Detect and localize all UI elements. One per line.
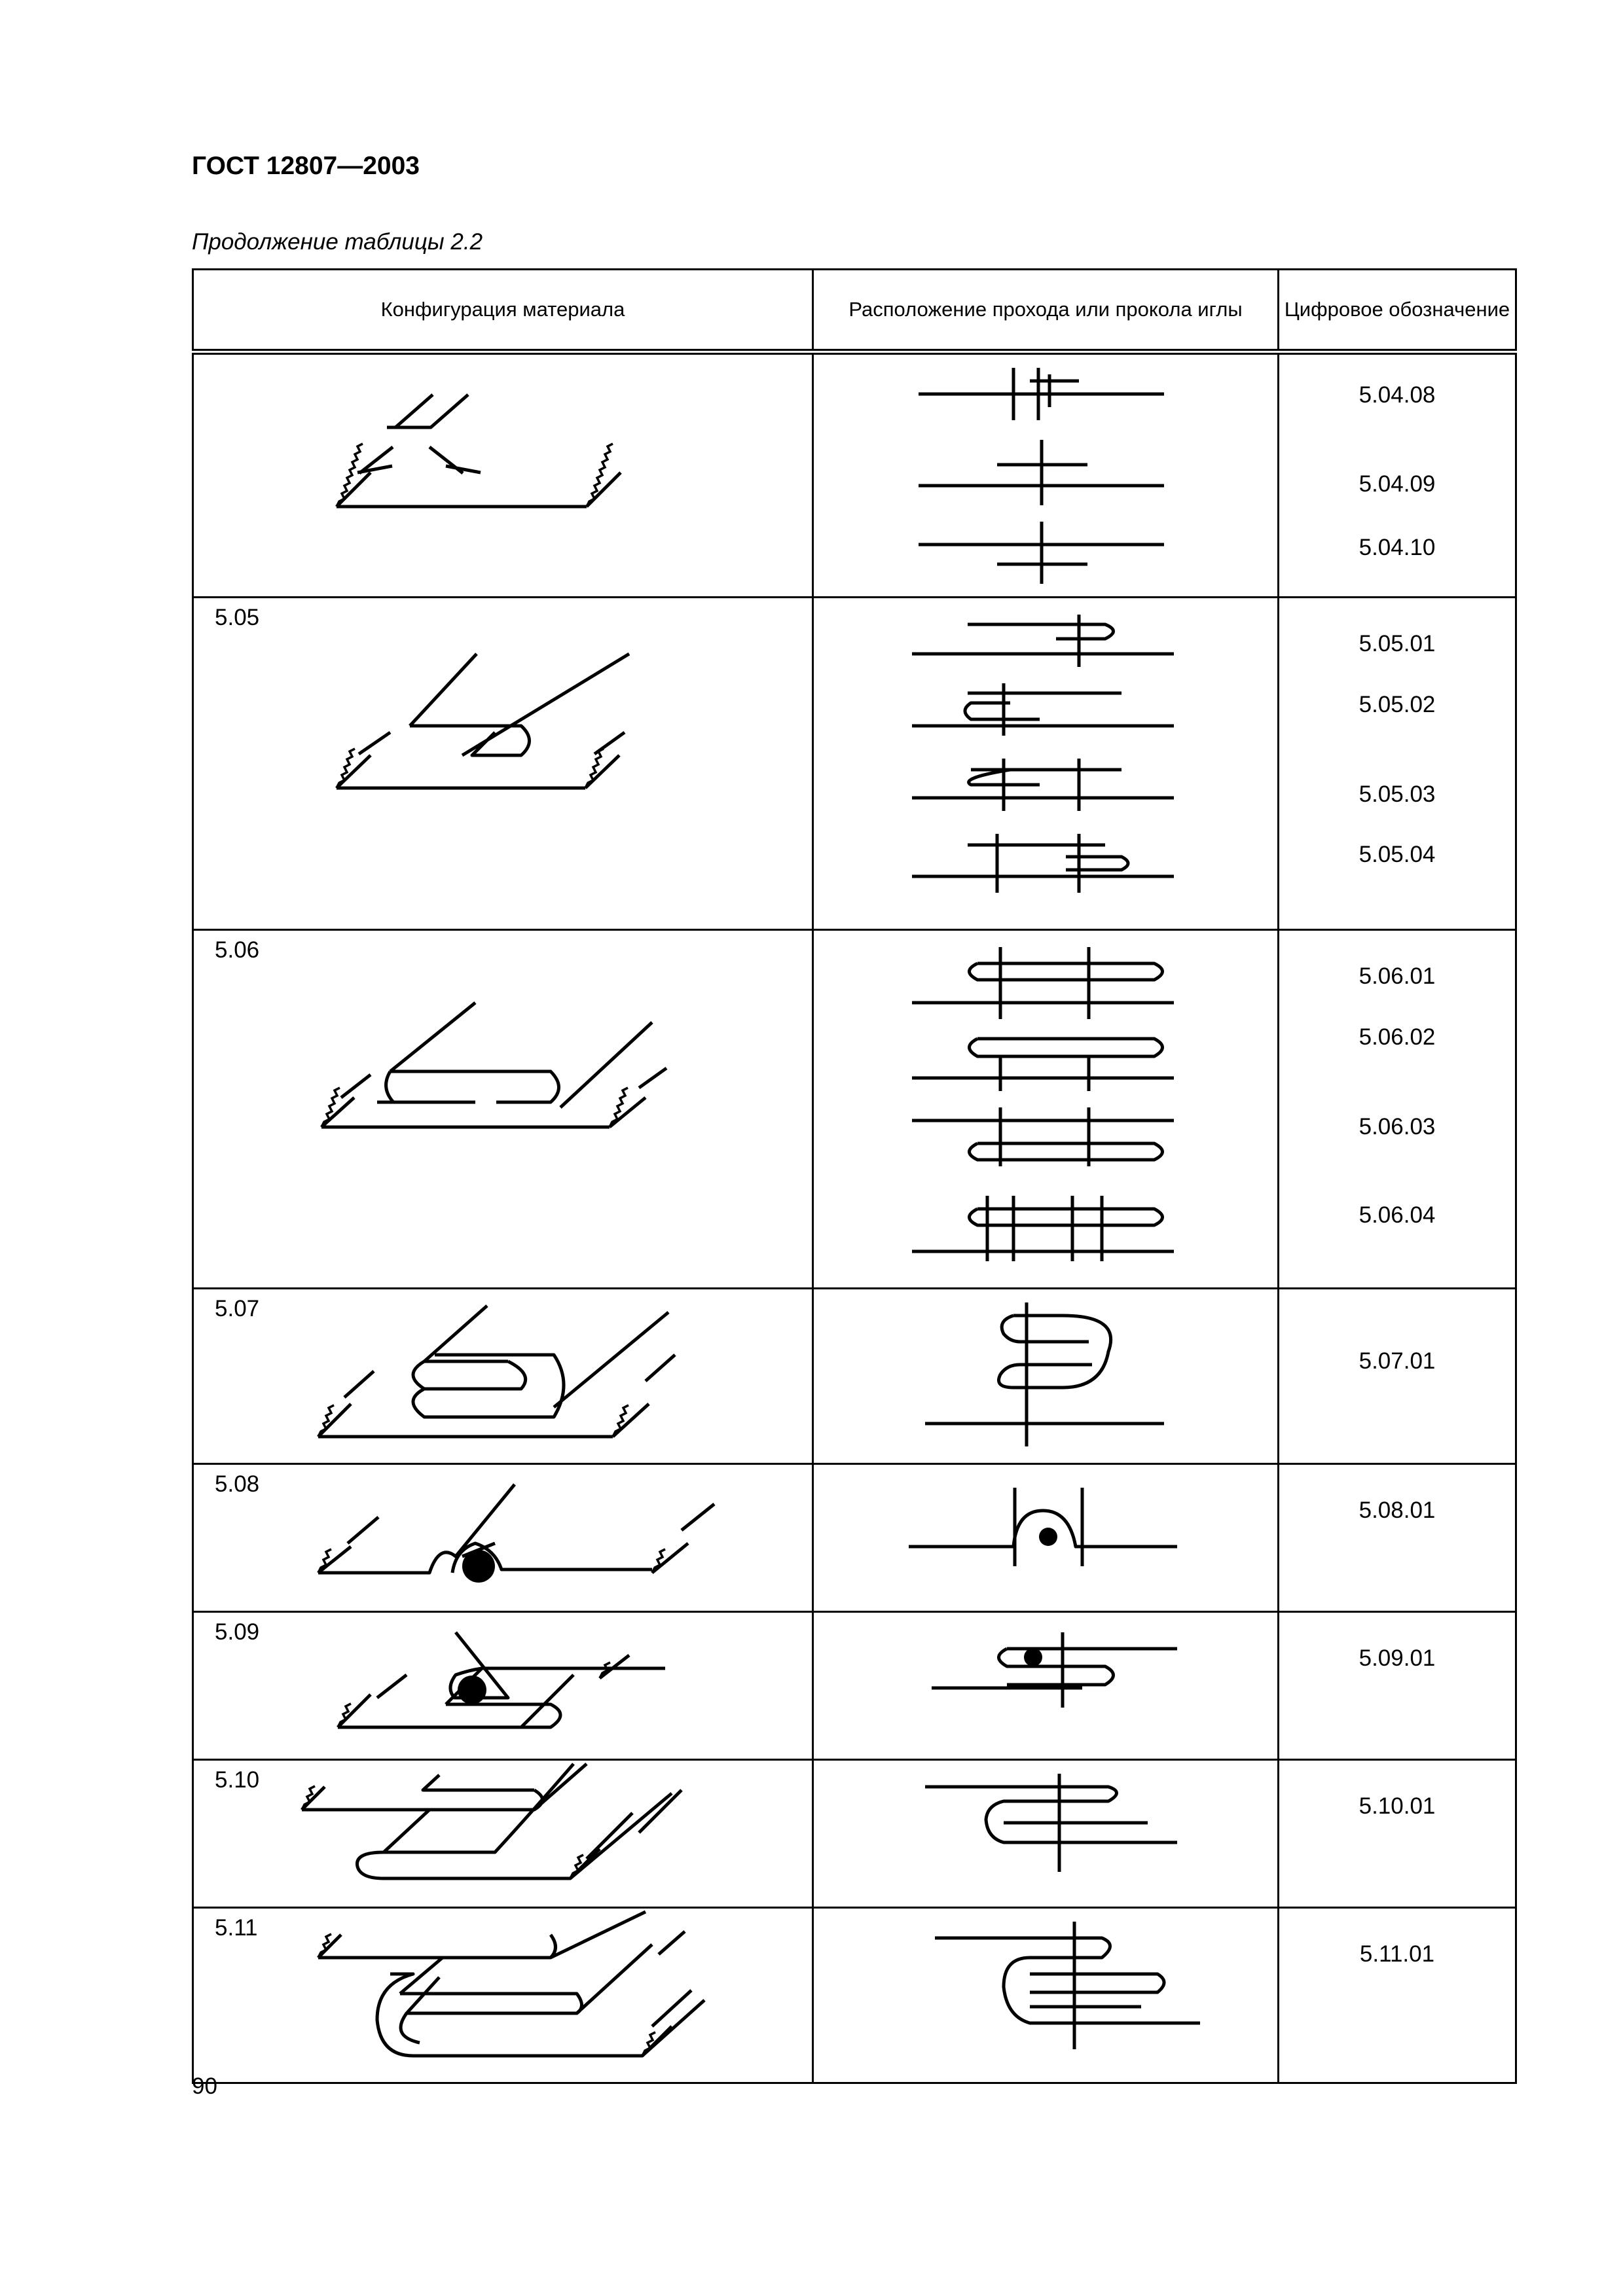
- code-label: 5.04.10: [1359, 535, 1436, 560]
- code-label: 5.05.03: [1359, 781, 1436, 807]
- needle-position-drawing: [814, 1613, 1277, 1755]
- code-label: 5.05.02: [1359, 692, 1436, 717]
- table-header-row: [193, 270, 1516, 352]
- code-label: 5.11.01: [1359, 1941, 1435, 1967]
- needle-position-cell: [813, 1760, 1279, 1908]
- code-cell: [1279, 1612, 1516, 1760]
- configuration-cell: [193, 1760, 813, 1908]
- code-label: 5.07.01: [1359, 1348, 1436, 1374]
- row-label: 5.05: [215, 605, 260, 630]
- needle-position-cell: [813, 352, 1279, 598]
- table-row: [193, 598, 1516, 930]
- code-cell: [1279, 1464, 1516, 1612]
- material-configuration-drawing: [194, 931, 812, 1284]
- needle-position-drawing: [814, 355, 1277, 593]
- needle-position-drawing: [814, 1465, 1277, 1607]
- code-cell: [1279, 1908, 1516, 2083]
- needle-position-cell: [813, 930, 1279, 1289]
- code-cell: [1279, 930, 1516, 1289]
- configuration-cell: [193, 352, 813, 598]
- needle-position-cell: [813, 598, 1279, 930]
- code-label: 5.05.04: [1359, 842, 1436, 867]
- code-label: 5.04.08: [1359, 382, 1436, 408]
- code-label: 5.06.03: [1359, 1114, 1436, 1139]
- code-label: 5.10.01: [1359, 1793, 1436, 1819]
- needle-position-drawing: [814, 931, 1277, 1284]
- needle-position-drawing: [814, 1909, 1277, 2079]
- configuration-cell: [193, 1289, 813, 1464]
- row-label: 5.10: [215, 1767, 260, 1793]
- needle-position-drawing: [814, 1289, 1277, 1460]
- table-row: [193, 1289, 1516, 1464]
- row-label: 5.08: [215, 1471, 260, 1497]
- needle-position-cell: [813, 1908, 1279, 2083]
- code-label: 5.05.01: [1359, 631, 1436, 656]
- configuration-cell: [193, 930, 813, 1289]
- needle-position-drawing: [814, 1761, 1277, 1903]
- page-number: 90: [192, 2073, 217, 2099]
- code-label: 5.04.09: [1359, 471, 1436, 497]
- configuration-cell: [193, 598, 813, 930]
- material-configuration-drawing: [194, 1465, 812, 1607]
- needle-position-cell: [813, 1289, 1279, 1464]
- code-cell: [1279, 598, 1516, 930]
- material-configuration-drawing: [194, 1613, 812, 1755]
- table-row: [193, 1464, 1516, 1612]
- code-label: 5.08.01: [1359, 1498, 1436, 1523]
- configuration-cell: [193, 1612, 813, 1760]
- stitch-config-table: [192, 268, 1517, 2084]
- row-label: 5.09: [215, 1619, 260, 1645]
- needle-position-cell: [813, 1464, 1279, 1612]
- standard-title: ГОСТ 12807—2003: [192, 152, 420, 180]
- configuration-cell: [193, 1908, 813, 2083]
- column-header-configuration: Конфигурация материала: [193, 270, 813, 352]
- material-configuration-drawing: [194, 355, 812, 593]
- column-header-needle-position: Расположение прохода или прокола иглы: [813, 270, 1279, 352]
- row-label: 5.06: [215, 937, 260, 963]
- configuration-cell: [193, 1464, 813, 1612]
- row-label: 5.07: [215, 1296, 260, 1321]
- material-configuration-drawing: [194, 1909, 812, 2079]
- code-label: 5.06.01: [1359, 963, 1436, 989]
- table-row: [193, 1760, 1516, 1908]
- material-configuration-drawing: [194, 1761, 812, 1903]
- column-header-code: Цифровое обозначение: [1279, 270, 1516, 352]
- needle-position-cell: [813, 1612, 1279, 1760]
- row-label: 5.11: [215, 1915, 258, 1941]
- table-caption: Продолжение таблицы 2.2: [192, 229, 483, 255]
- material-configuration-drawing: [194, 1289, 812, 1460]
- code-label: 5.06.02: [1359, 1024, 1436, 1050]
- material-configuration-drawing: [194, 598, 812, 925]
- code-label: 5.06.04: [1359, 1202, 1436, 1228]
- code-label: 5.09.01: [1359, 1645, 1436, 1671]
- code-cell: [1279, 1760, 1516, 1908]
- code-cell: [1279, 1289, 1516, 1464]
- table-row: [193, 930, 1516, 1289]
- table-row: [193, 1908, 1516, 2083]
- code-cell: [1279, 352, 1516, 598]
- needle-position-drawing: [814, 598, 1277, 925]
- table-row: [193, 1612, 1516, 1760]
- table-row: [193, 352, 1516, 598]
